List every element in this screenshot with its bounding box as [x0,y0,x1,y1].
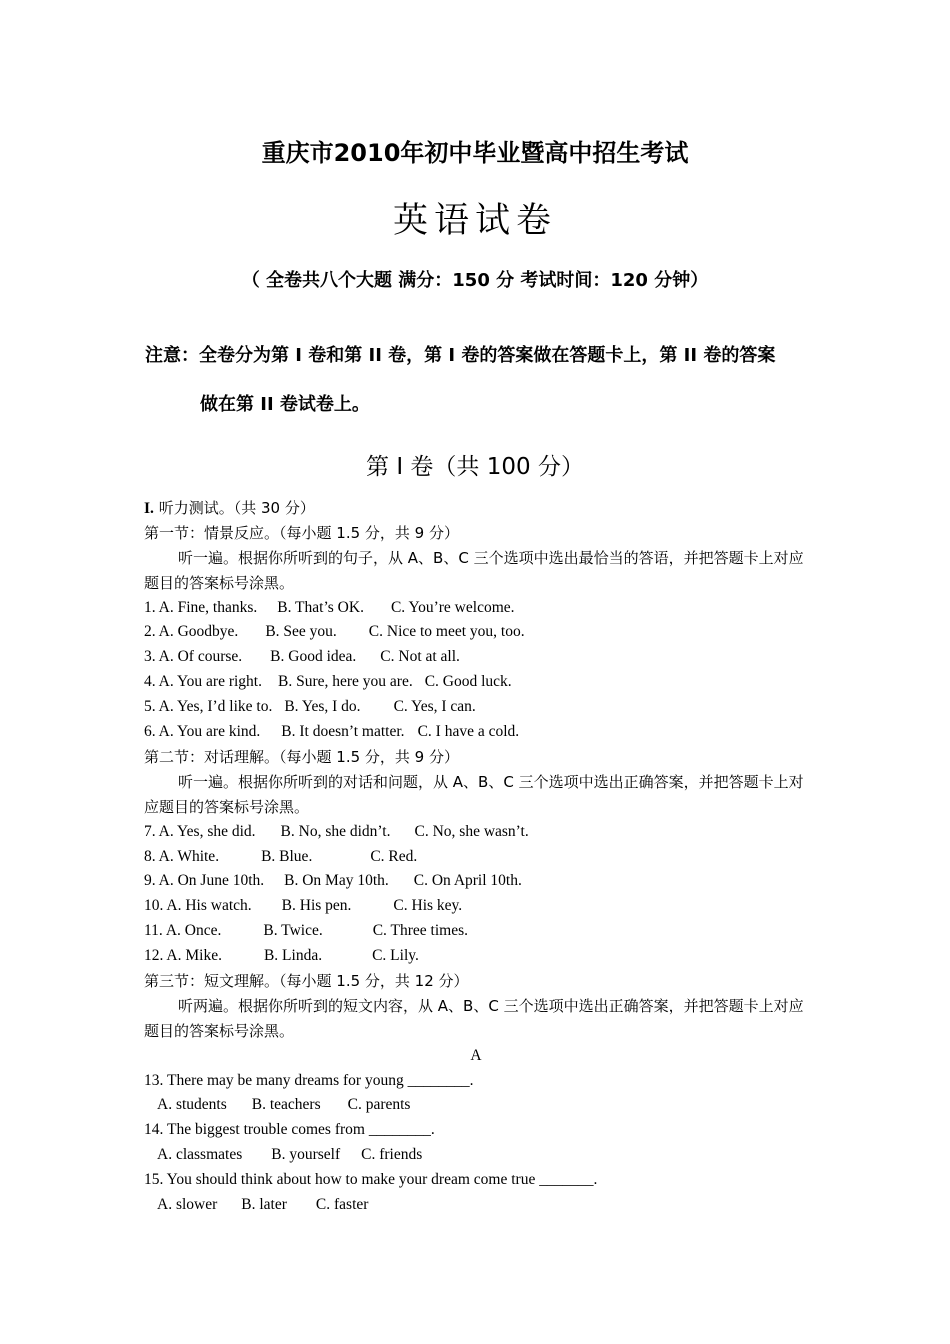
question-row [144,845,808,870]
option-c: C. parents [347,1096,411,1114]
option-a: A. Of course. [158,648,243,666]
option-b: B. Blue. [261,847,313,865]
question-stem: 15. You should think about how to make your dream come true _______. [144,1171,598,1189]
option-a: A. Once. [165,922,222,940]
option-c: C. I have a cold. [417,723,520,741]
option-a: A. Mike. [166,947,222,965]
question-row [144,919,808,944]
exam-info: （ 全卷共八个大题 满分：150 分 考试时间：120 分钟） [241,270,709,291]
option-c: C. Yes, I can. [393,698,476,716]
question-stem: 13. There may be many dreams for young ________. [144,1071,474,1089]
question-row [144,820,808,845]
option-c: C. Red. [370,847,418,865]
option-c: C. faster [315,1196,369,1214]
option-b: B. later [241,1196,287,1214]
option-b: B. yourself [271,1146,341,1164]
passage-label: A [470,1046,482,1064]
question-number: 2. [144,623,156,641]
question-row [144,894,808,919]
question-options [144,1193,808,1218]
option-b: B. His pen. [281,897,352,915]
option-c: C. No, she wasn’t. [414,822,529,840]
option-c: C. His key. [393,897,463,915]
notice-line-2: 做在第 II 卷试卷上。 [200,394,370,415]
option-c: C. friends [361,1146,423,1164]
option-c: C. On April 10th. [413,872,522,890]
question-number: 3. [144,648,156,666]
option-b: B. No, she didn’t. [280,822,391,840]
option-b: B. That’s OK. [277,598,364,616]
option-a: A. Fine, thanks. [158,598,258,616]
part1-instruction: 听一遍。根据你所听到的句子，从 A、B、C 三个选项中选出最恰当的答语，并把答题卡上对应题目的答案标号涂黑。 [144,548,804,592]
section-title: 听力测试。（共 30 分） [153,499,315,517]
question-row [144,720,808,745]
option-c: C. You’re welcome. [390,598,515,616]
option-b: B. See you. [265,623,337,641]
notice-line-1: 注意：全卷分为第 I 卷和第 II 卷，第 I 卷的答案做在答题卡上，第 II 卷的答案 [145,345,776,366]
option-a: A. Goodbye. [158,623,239,641]
question-row [144,670,808,695]
option-b: B. teachers [251,1096,321,1114]
option-a: A. His watch. [166,897,252,915]
option-c: C. Not at all. [380,648,460,666]
question-stem: 14. The biggest trouble comes from ________. [144,1121,435,1139]
question-number: 7. [144,822,156,840]
option-b: B. On May 10th. [284,872,389,890]
option-c: C. Good luck. [424,673,512,691]
question-number: 9. [144,872,156,890]
option-c: C. Nice to meet you, too. [368,623,525,641]
question-row [144,695,808,720]
option-a: A. You are kind. [158,723,261,741]
option-a: A. On June 10th. [158,872,265,890]
question-number: 5. [144,698,156,716]
option-c: C. Three times. [372,922,468,940]
question-number: 10. [144,897,164,915]
exam-title: 重庆市2010年初中毕业暨高中招生考试 [261,139,689,167]
section-number: I. [144,500,154,517]
question-options [144,1093,808,1118]
volume-heading: 第 I 卷（共 100 分） [366,454,584,480]
part1-title: 第一节：情景反应。（每小题 1.5 分，共 9 分） [144,523,459,542]
option-a: A. You are right. [158,673,262,691]
option-b: B. Yes, I do. [284,698,361,716]
question-row [144,645,808,670]
exam-body [144,496,808,1218]
part2-instruction: 听一遍。根据你所听到的对话和问题，从 A、B、C 三个选项中选出正确答案，并把答题卡上对应题目的答案标号涂黑。 [144,772,804,816]
question-row [144,596,808,621]
question-row [144,869,808,894]
option-b: B. Good idea. [270,648,357,666]
option-b: B. It doesn’t matter. [281,723,405,741]
option-b: B. Linda. [263,947,323,965]
option-a: A. classmates [157,1146,243,1164]
part3-instruction: 听两遍。根据你所听到的短文内容，从 A、B、C 三个选项中选出正确答案，并把答题卡上对应题目的答案标号涂黑。 [144,996,804,1040]
exam-subject-title: 英语试卷 [392,201,557,241]
option-a: A. slower [157,1196,218,1214]
question-options [144,1143,808,1168]
option-a: A. Yes, she did. [158,822,256,840]
question-number: 4. [144,673,156,691]
question-number: 11. [144,922,163,940]
option-a: A. Yes, I’d like to. [158,698,273,716]
question-number: 6. [144,723,156,741]
question-row [144,944,808,969]
question-number: 8. [144,847,156,865]
part2-title: 第二节：对话理解。（每小题 1.5 分，共 9 分） [144,747,459,766]
question-number: 12. [144,947,164,965]
section-heading [144,496,808,521]
option-b: B. Twice. [263,922,323,940]
part3-title: 第三节：短文理解。（每小题 1.5 分，共 12 分） [144,971,469,990]
option-c: C. Lily. [372,947,419,965]
option-b: B. Sure, here you are. [278,673,413,691]
option-a: A. White. [158,847,220,865]
question-row [144,620,808,645]
option-a: A. students [157,1096,227,1114]
question-number: 1. [144,598,156,616]
